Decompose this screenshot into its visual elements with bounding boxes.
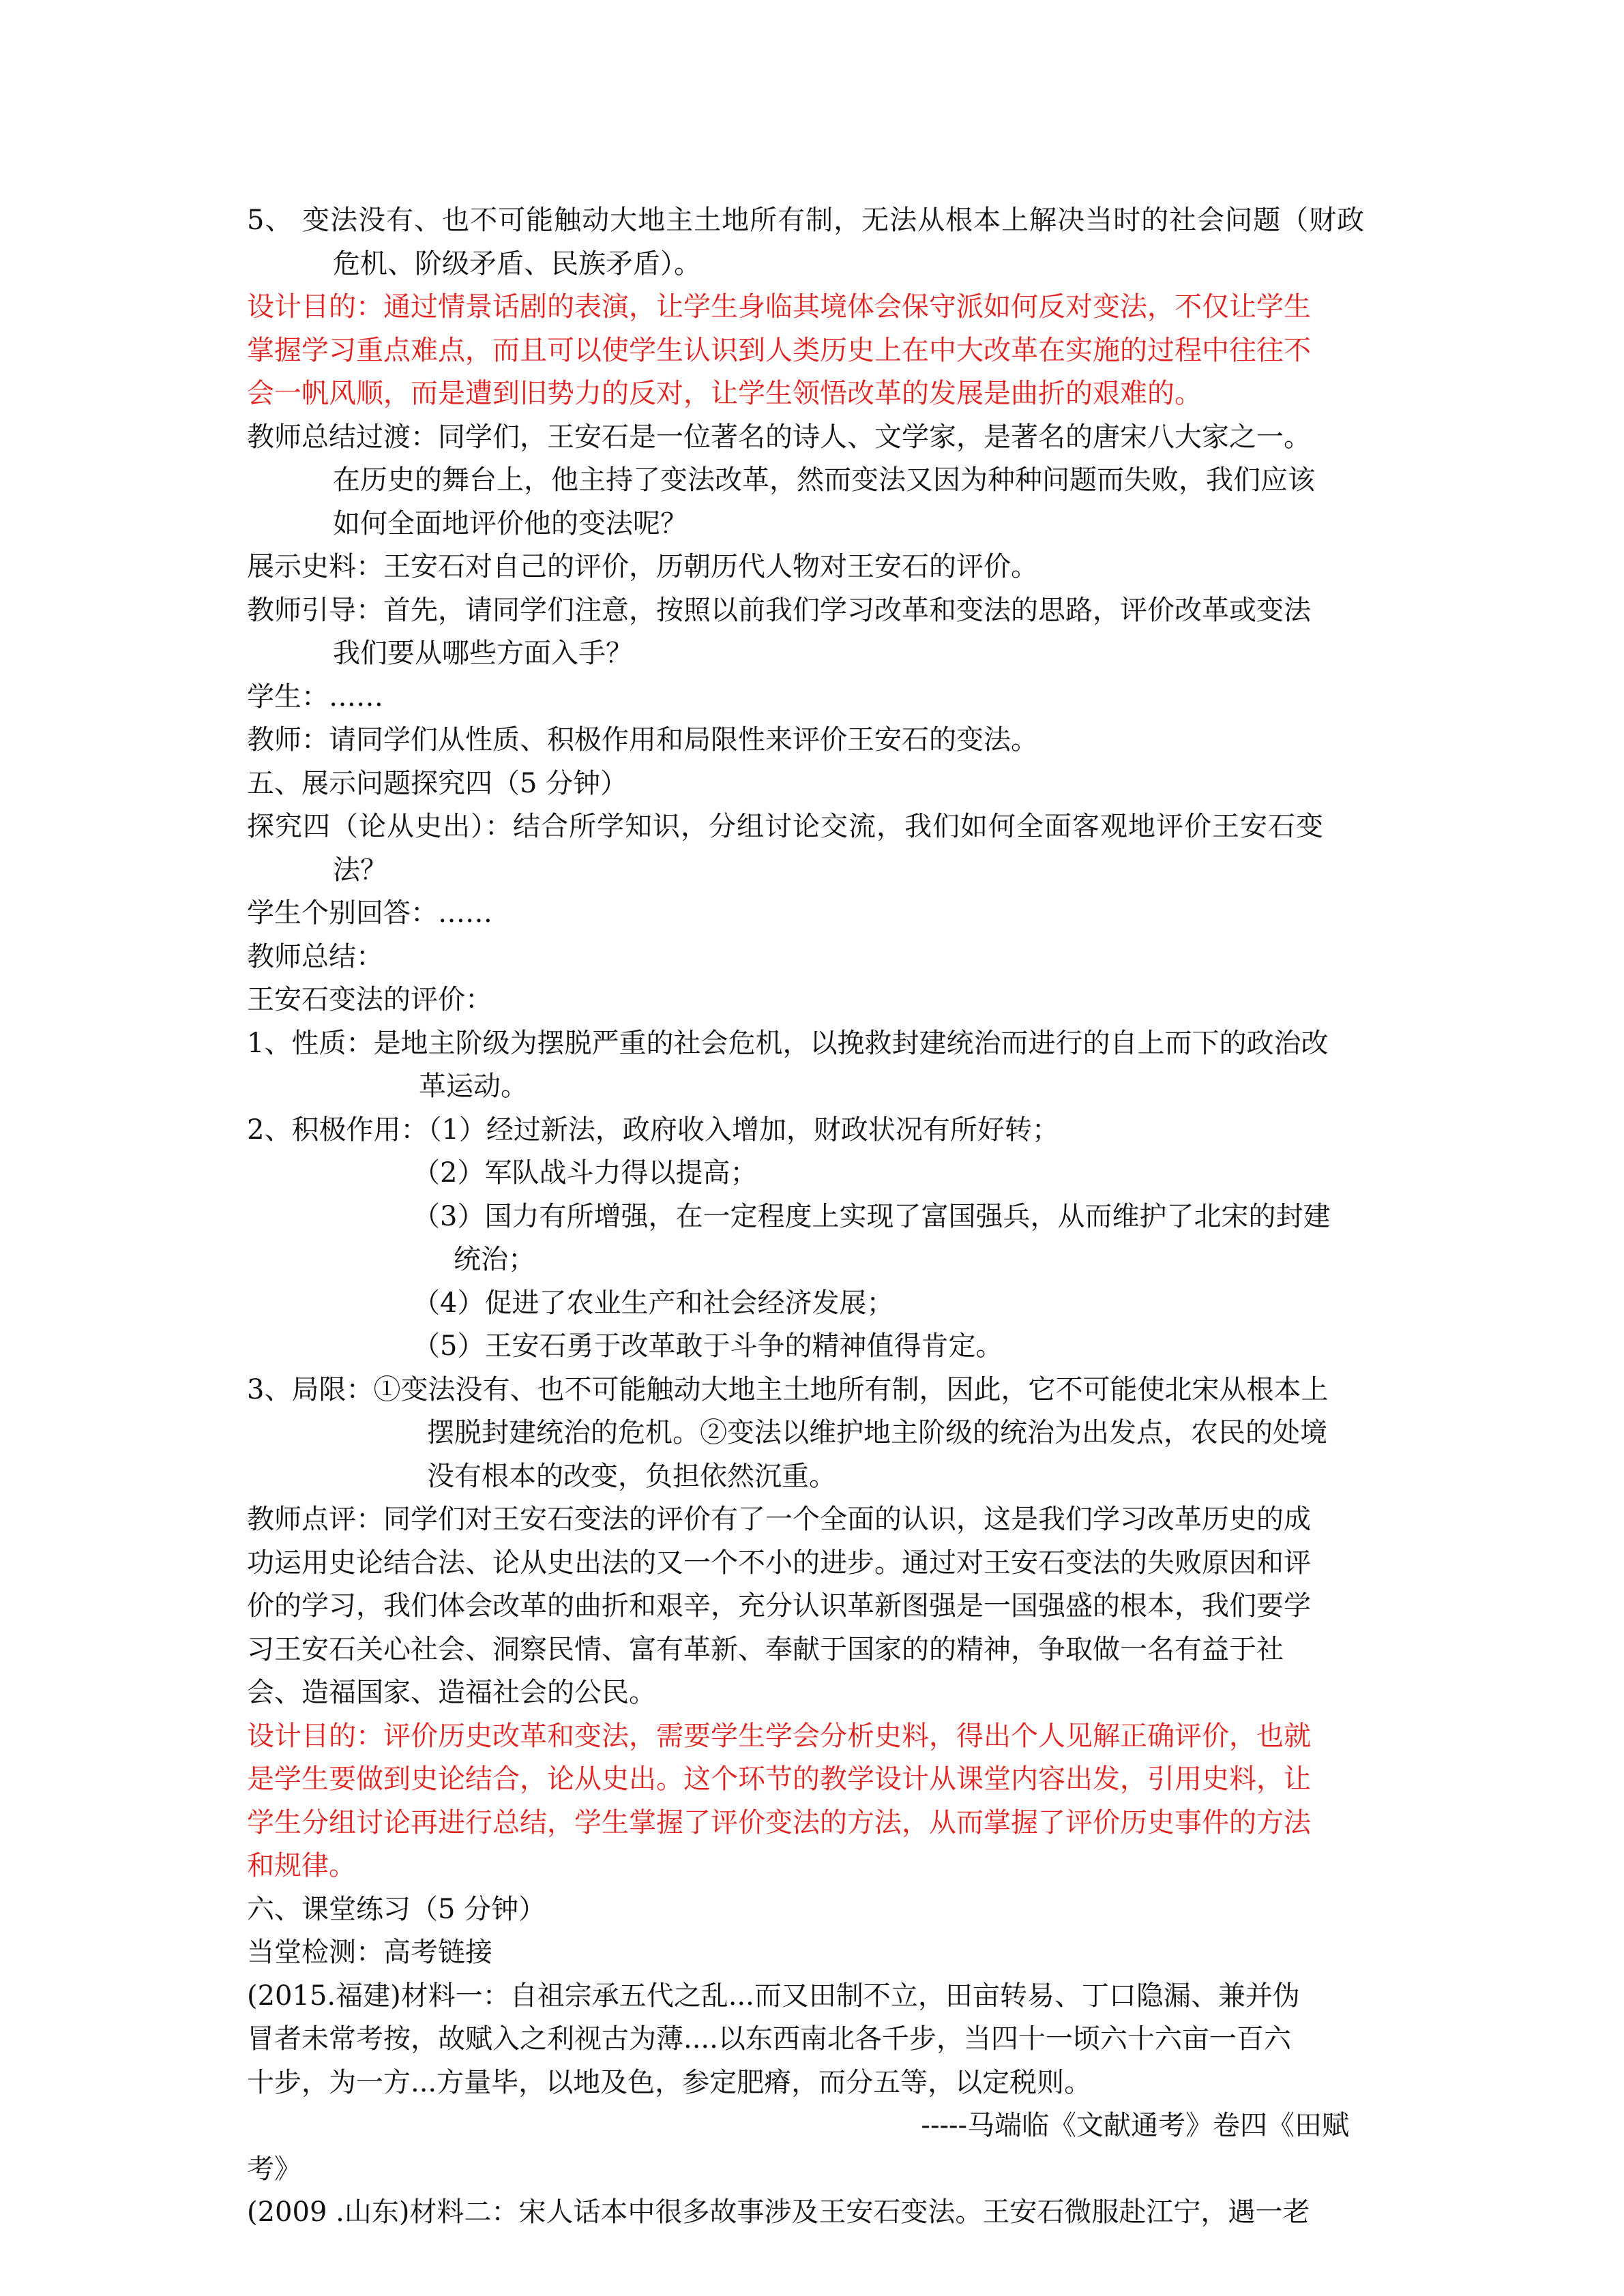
text-line: 学生个别回答：……	[247, 897, 492, 929]
text-line: （3）国力有所增强，在一定程度上实现了富国强兵，从而维护了北宋的封建	[413, 1200, 1331, 1232]
text-line: 革运动。	[419, 1071, 528, 1102]
design-purpose-line: 学生分组讨论再进行总结，学生掌握了评价变法的方法，从而掌握了评价历史事件的方法	[247, 1806, 1311, 1838]
text-line: 王安石变法的评价：	[247, 984, 492, 1015]
design-purpose-line: 设计目的：评价历史改革和变法，需要学生学会分析史料，得出个人见解正确评价，也就	[247, 1720, 1311, 1752]
text-line: 探究四（论从史出）：结合所学知识，分组讨论交流，我们如何全面客观地评价王安石变	[247, 811, 1324, 842]
text-line: 教师：请同学们从性质、积极作用和局限性来评价王安石的变法。	[247, 724, 1038, 756]
text-line: 教师引导：首先，请同学们注意，按照以前我们学习改革和变法的思路，评价改革或变法	[247, 594, 1311, 626]
text-line: 功运用史论结合法、论从史出法的又一个不小的进步。通过对王安石变法的失败原因和评	[247, 1547, 1311, 1579]
text-line: (2009 .山东)材料二：宋人话本中很多故事涉及王安石变法。王安石微服赴江宁，遇一老	[247, 2196, 1310, 2228]
text-line: 在历史的舞台上，他主持了变法改革，然而变法又因为种种问题而失败，我们应该	[333, 464, 1315, 496]
text-line: (2015.福建)材料一：自祖宗承五代之乱...而又田制不立，田亩转易、丁口隐漏、兼并伪	[247, 1980, 1300, 2012]
text-line: 危机、阶级矛盾、民族矛盾）。	[333, 248, 701, 280]
text-line: 价的学习，我们体会改革的曲折和艰辛，充分认识革新图强是一国强盛的根本，我们要学	[247, 1590, 1311, 1622]
text-line: （4）促进了农业生产和社会经济发展；	[413, 1287, 894, 1319]
design-purpose-line: 掌握学习重点难点，而且可以使学生认识到人类历史上在中大改革在实施的过程中往往不	[247, 334, 1311, 366]
text-line: 习王安石关心社会、洞察民情、富有革新、奉献于国家的的精神，争取做一名有益于社	[247, 1633, 1284, 1665]
text-line: 摆脱封建统治的危机。②变法以维护地主阶级的统治为出发点，农民的处境	[427, 1417, 1327, 1448]
text-line: 我们要从哪些方面入手？	[333, 638, 633, 669]
citation-line: -----马端临《文献通考》卷四《田赋	[921, 2110, 1349, 2141]
text-line: （5）王安石勇于改革敢于斗争的精神值得肯定。	[413, 1330, 1003, 1362]
design-purpose-line: 是学生要做到史论结合，论从史出。这个环节的教学设计从课堂内容出发，引用史料，让	[247, 1763, 1311, 1795]
text-line: 法？	[333, 854, 387, 886]
text-line: 教师总结：	[247, 940, 383, 972]
text-line: 2、积极作用：（1）经过新法，政府收入增加，财政状况有所好转；	[247, 1114, 1059, 1146]
text-line: 没有根本的改变，负担依然沉重。	[427, 1460, 836, 1492]
text-line: 教师总结过渡：同学们，王安石是一位著名的诗人、文学家，是著名的唐宋八大家之一。	[247, 421, 1311, 453]
text-line: 展示史料：王安石对自己的评价，历朝历代人物对王安石的评价。	[247, 551, 1038, 582]
text-line: 会、造福国家、造福社会的公民。	[247, 1677, 656, 1708]
document-body	[247, 199, 1379, 2235]
text-line: 1、性质：是地主阶级为摆脱严重的社会危机，以挽救封建统治而进行的自上而下的政治改	[247, 1027, 1329, 1059]
section-heading: 六、课堂练习（5 分钟）	[247, 1893, 546, 1925]
text-line: 5、 变法没有、也不可能触动大地主土地所有制，无法从根本上解决当时的社会问题（财政	[247, 205, 1365, 236]
design-purpose-line: 设计目的：通过情景话剧的表演，让学生身临其境体会保守派如何反对变法，不仅让学生	[247, 291, 1311, 323]
text-line: 统治；	[454, 1244, 535, 1275]
text-line: 冒者未常考按，故赋入之利视古为薄....以东西南北各千步，当四十一顷六十六亩一百六	[247, 2023, 1291, 2055]
text-line: 当堂检测：高考链接	[247, 1937, 492, 1968]
text-line: 3、局限：①变法没有、也不可能触动大地主土地所有制，因此，它不可能使北宋从根本上	[247, 1373, 1329, 1405]
citation-line: 考》	[247, 2153, 301, 2185]
text-line: 教师点评：同学们对王安石变法的评价有了一个全面的认识，这是我们学习改革历史的成	[247, 1504, 1311, 1535]
design-purpose-line: 会一帆风顺，而是遭到旧势力的反对，让学生领悟改革的发展是曲折的艰难的。	[247, 378, 1202, 409]
section-heading: 五、展示问题探究四（5 分钟）	[247, 767, 628, 799]
text-line: （2）军队战斗力得以提高；	[413, 1157, 758, 1189]
text-line: 十步，为一方...方量毕，以地及色，参定肥瘠，而分五等，以定税则。	[247, 2066, 1092, 2098]
text-line: 学生：……	[247, 681, 383, 713]
design-purpose-line: 和规律。	[247, 1850, 356, 1881]
text-line: 如何全面地评价他的变法呢？	[333, 507, 688, 539]
